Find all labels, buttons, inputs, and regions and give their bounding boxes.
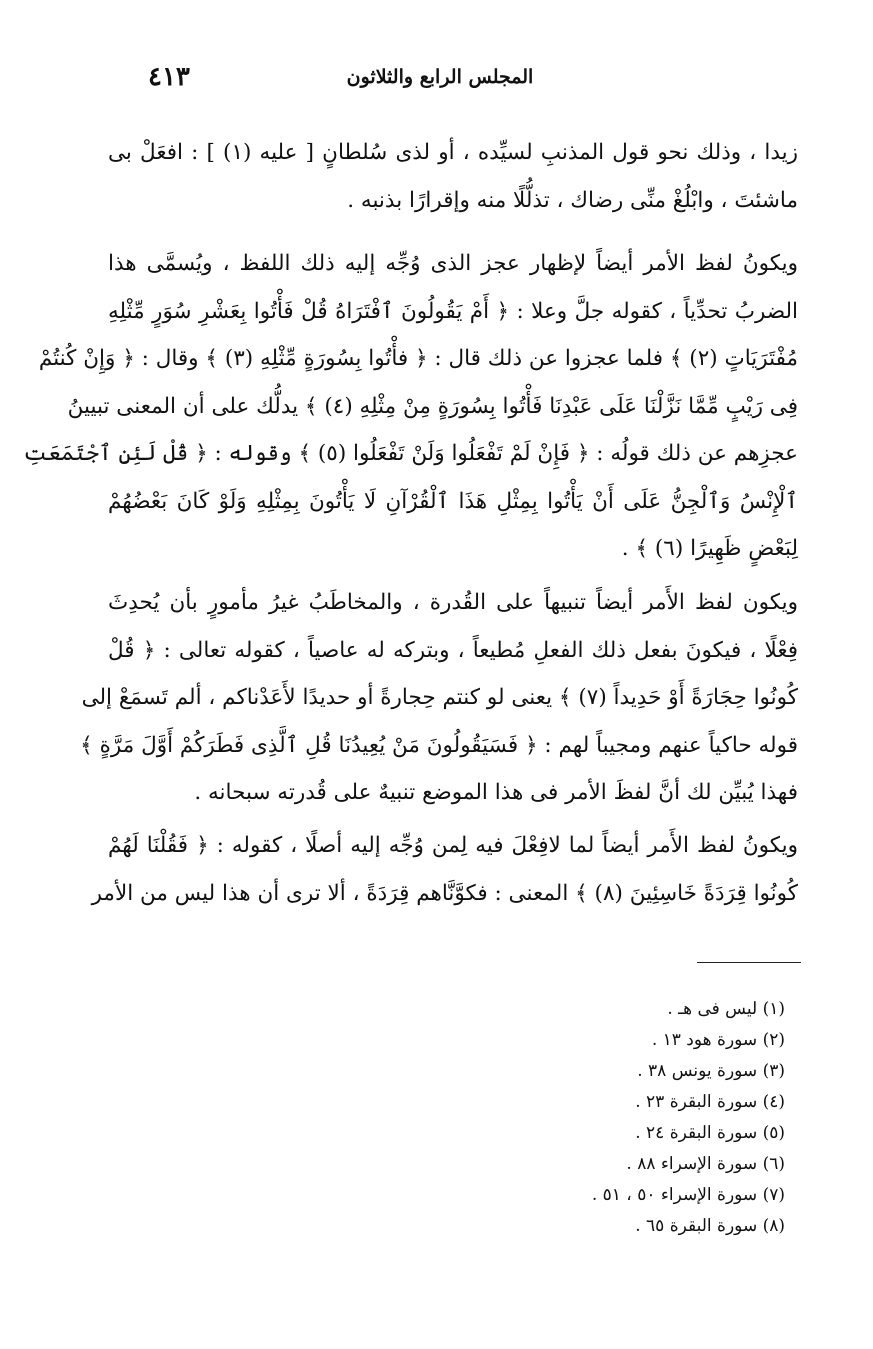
footnote: (٦) سورة الإسراء ٨٨ . bbox=[626, 1154, 785, 1174]
text-line: ماشئتَ ، وابْلُغْ منِّى رضاك ، تذلُّلًا منه وإقرارًا بذنبه . bbox=[347, 187, 798, 213]
text-line: لِبَعْضٍ ظَهِيرًا (٦) ﴾ . bbox=[621, 536, 798, 561]
text-line: الضربُ تحدِّياً ، كقوله جلَّ وعلا : ﴿ أَمْ يَقُولُونَ ٱفْتَرَاهُ قُلْ فَأْتُوا بِعَشْرِ سُوَرٍ مِّثْلِهِ bbox=[108, 298, 798, 324]
text-line: فهذا يُبيِّن لك أنَّ لفظَ الأمر فى هذا الموضع تنبيهٌ على قُدرته سبحانه . bbox=[194, 780, 798, 805]
paragraph-3 bbox=[80, 579, 798, 817]
text-line: فِى رَيْبٍ مِّمَّا نَزَّلْنَا عَلَى عَبْدِنَا فَأْتُوا بِسُورَةٍ مِنْ مِثْلِهِ (٤) ﴾ يدلُّك على أن المعنى تبيينُ bbox=[67, 393, 798, 419]
footnote: (١) ليس فى هـ . bbox=[667, 999, 785, 1019]
paragraph-4 bbox=[91, 822, 798, 917]
text-line: مُفْتَرَيَاتٍ (٢) ﴾ فلما عجزوا عن ذلك قال : ﴿ فأْتُوا بِسُورَةٍ مِّثْلِهِ (٣) ﴾ وقال : ﴿ وَإِنْ كُنتُمْ bbox=[38, 346, 798, 371]
text-line: كُونُوا قِرَدَةً خَاسِئِينَ (٨) ﴾ المعنى : فكوَّنَّاهم قِرَدَةً ، ألا ترى أن هذا ليس من الأمر bbox=[91, 880, 798, 906]
page-number: ٤١٣ bbox=[148, 62, 190, 92]
footnote: (٧) سورة الإسراء ٥٠ ، ٥١ . bbox=[591, 1185, 785, 1205]
text-line: عجزِهم عن ذلك قولُه : ﴿ فَإِنْ لَمْ تَفْعَلُوا وَلَنْ تَفْعَلُوا (٥) ﴾ وقوله : ﴿ قُلْ لَئِنِ ٱجْتَمَعَتِ bbox=[23, 441, 798, 466]
text-line: ويكون لفظ الأَمر أيضاً تنبيهاً على القُدرة ، والمخاطَبُ غيرُ مأمورٍ بأن يُحدِثَ bbox=[108, 590, 798, 615]
footnote-divider bbox=[697, 962, 801, 963]
text-line: فِعْلًا ، فيكونَ بفعل ذلك الفعلِ مُطيعاً ، وبتركه له عاصياً ، كقوله تعالى : ﴿ قُلْ bbox=[108, 637, 798, 663]
footnote: (٢) سورة هود ١٣ . bbox=[651, 1030, 785, 1050]
text-line: كُونُوا حِجَارَةً أَوْ حَدِيداً (٧) ﴾ يعنى لو كنتم حِجارةً أو حديدًا لأَعَدْناكم ، ألم تَسمَعْ إلى bbox=[81, 685, 798, 710]
text-line: قوله حاكياً عنهم ومجيباً لهم : ﴿ فَسَيَقُولُونَ مَنْ يُعِيدُنَا قُلِ ٱلَّذِى فَطَرَكُمْ أَوَّلَ مَرَّةٍ ﴾ bbox=[80, 732, 798, 758]
paragraph-2 bbox=[23, 240, 798, 573]
text-line: ٱلْإِنْسُ وَٱلْجِنُّ عَلَى أَنْ يَأْتُوا بِمِثْلِ هَذَا ٱلْقُرْآنِ لَا يَأْتُونَ بِمِثْلِهِ وَلَوْ كَانَ بَعْضُهُمْ bbox=[108, 488, 798, 514]
footnote: (٤) سورة البقرة ٢٣ . bbox=[635, 1092, 785, 1112]
footnotes bbox=[420, 994, 785, 1242]
footnote: (٨) سورة البقرة ٦٥ . bbox=[635, 1216, 785, 1236]
text-line: ويكونُ لفظ الأَمر أيضاً لما لافِعْلَ فيه لِمن وُجِّه إليه أصلًا ، كقوله : ﴿ فَقُلْنَا لَهُمْ bbox=[108, 833, 798, 858]
footnote: (٥) سورة البقرة ٢٤ . bbox=[635, 1123, 785, 1143]
footnote: (٣) سورة يونس ٣٨ . bbox=[637, 1061, 785, 1081]
text-line: ويكونُ لفظ الأمر أيضاً لإظهار عجز الذى وُجِّه إليه ذلك اللفظ ، ويُسمَّى هذا bbox=[108, 251, 798, 276]
paragraph-1 bbox=[108, 129, 798, 224]
text-line: زيدا ، وذلك نحو قول المذنبِ لسيِّده ، أو لذى سُلطانٍ [ عليه (١) ] : افعَلْ بى bbox=[108, 140, 799, 165]
running-head: المجلس الرابع والثلاثون bbox=[346, 66, 534, 88]
